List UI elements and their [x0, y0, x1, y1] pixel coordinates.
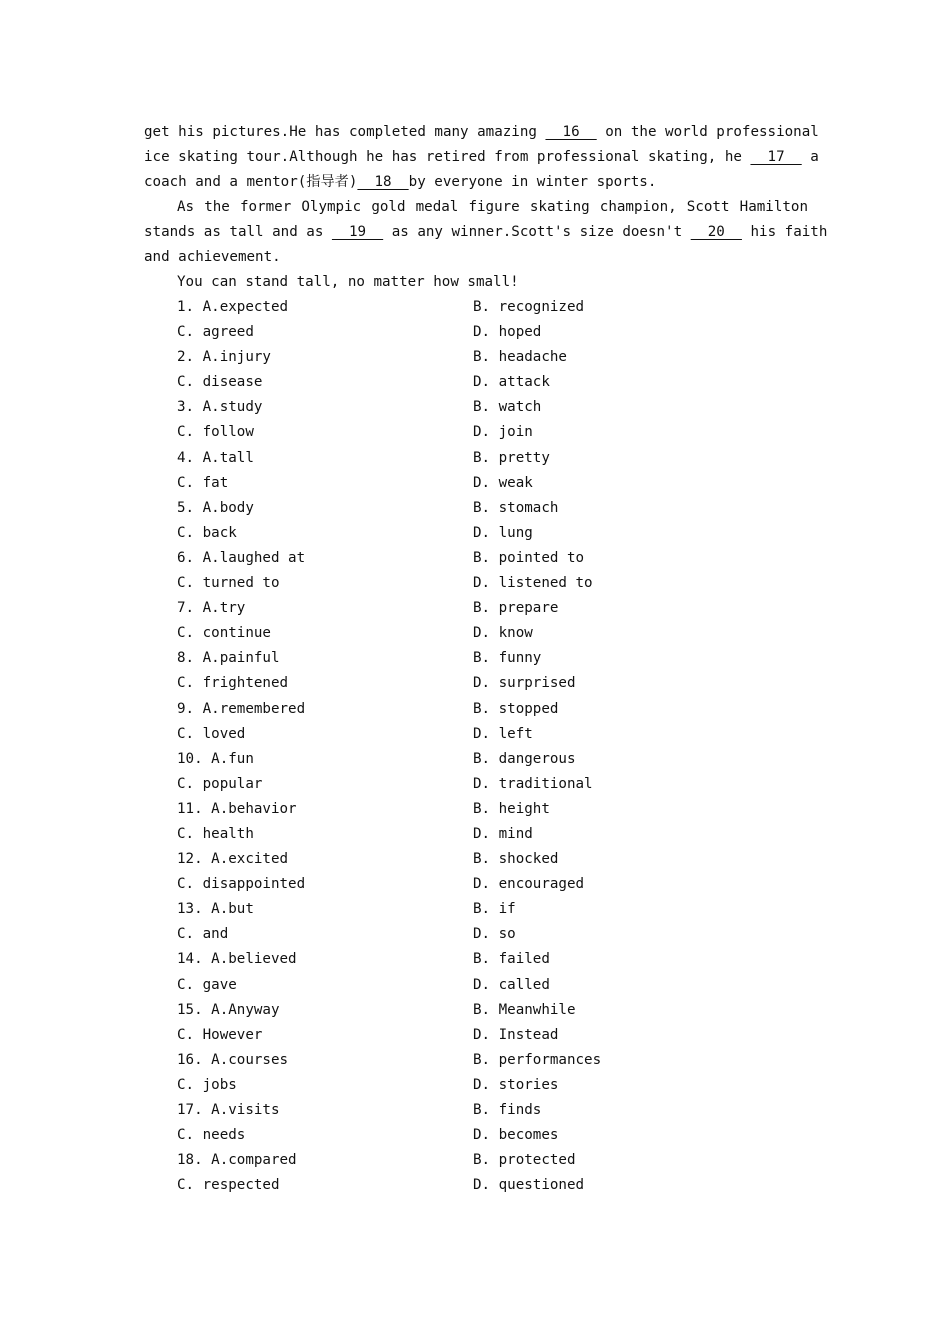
option-right: D. lung: [473, 524, 533, 541]
option-right: B. prepare: [473, 600, 559, 617]
option-left: C. agreed: [177, 324, 254, 341]
option-row: [144, 521, 808, 546]
passage-text: ice skating tour.Although he has retired from professional skating, he: [144, 149, 742, 165]
option-row: [144, 747, 808, 772]
option-left: 11. A.behavior: [177, 800, 297, 817]
option-row: [144, 295, 808, 320]
passage-text: As the former Olympic gold medal figure skating champion, Scott Hamilton: [177, 199, 808, 215]
option-left: 8. A.painful: [177, 650, 280, 667]
option-left: C. loved: [177, 725, 246, 742]
option-row: [144, 1173, 808, 1198]
option-row: [144, 320, 808, 345]
option-row: [144, 646, 808, 671]
option-right: B. headache: [473, 349, 567, 366]
blank-17: 17: [750, 149, 802, 165]
passage-text: by everyone in winter sports.: [408, 174, 657, 190]
option-right: D. listened to: [473, 575, 593, 592]
option-right: D. hoped: [473, 324, 542, 341]
option-left: 6. A.laughed at: [177, 549, 306, 566]
option-left: C. gave: [177, 976, 237, 993]
option-left: C. popular: [177, 775, 263, 792]
option-right: D. join: [473, 424, 533, 441]
option-right: B. if: [473, 901, 516, 918]
option-left: 1. A.expected: [177, 299, 289, 315]
option-left: C. back: [177, 524, 237, 541]
option-row: [144, 621, 808, 646]
option-row: [144, 797, 808, 822]
option-left: 4. A.tall: [177, 449, 254, 466]
option-left: 14. A.believed: [177, 951, 297, 968]
passage-text: a: [810, 149, 819, 165]
option-left: C. continue: [177, 625, 271, 642]
option-right: D. Instead: [473, 1026, 559, 1043]
option-row: [144, 847, 808, 872]
option-right: D. so: [473, 926, 516, 943]
option-right: B. failed: [473, 951, 550, 968]
option-left: 12. A.excited: [177, 851, 289, 868]
passage-line: [144, 220, 828, 245]
option-row: [144, 872, 808, 897]
option-right: D. surprised: [473, 675, 576, 692]
option-left: C. jobs: [177, 1076, 237, 1093]
option-left: C. disease: [177, 374, 263, 391]
blank-18: 18: [357, 174, 409, 190]
passage-text: coach and a mentor(指导者): [144, 174, 358, 190]
option-right: B. recognized: [473, 299, 585, 315]
option-row: [144, 697, 808, 722]
option-row: [144, 546, 808, 571]
option-right: B. height: [473, 800, 550, 817]
option-right: B. watch: [473, 399, 542, 416]
blank-20: 20: [690, 224, 742, 240]
option-row: [144, 897, 808, 922]
option-row: [144, 345, 808, 370]
option-left: C. health: [177, 825, 254, 842]
passage-line: [144, 245, 808, 270]
option-right: B. shocked: [473, 851, 559, 868]
option-left: C. However: [177, 1026, 263, 1043]
option-row: [144, 722, 808, 747]
option-row: [144, 596, 808, 621]
option-right: B. pretty: [473, 449, 550, 466]
option-row: [144, 922, 808, 947]
option-right: D. weak: [473, 474, 533, 491]
option-right: B. stopped: [473, 700, 559, 717]
option-row: [144, 420, 808, 445]
option-left: 16. A.courses: [177, 1051, 289, 1068]
option-right: B. funny: [473, 650, 542, 667]
option-row: [144, 772, 808, 797]
option-right: D. stories: [473, 1076, 559, 1093]
option-left: 3. A.study: [177, 399, 263, 416]
option-right: D. called: [473, 976, 550, 993]
option-left: C. frightened: [177, 675, 289, 692]
option-left: 10. A.fun: [177, 750, 254, 767]
option-row: [144, 947, 808, 972]
passage: [144, 120, 828, 295]
option-row: [144, 446, 808, 471]
option-right: B. Meanwhile: [473, 1001, 576, 1018]
option-left: 7. A.try: [177, 600, 246, 617]
option-right: D. know: [473, 625, 533, 642]
passage-line: [144, 120, 819, 145]
option-left: 18. A.compared: [177, 1152, 297, 1169]
document-page: [144, 120, 828, 1198]
option-left: 15. A.Anyway: [177, 1001, 280, 1018]
option-row: [144, 571, 808, 596]
option-row: [144, 998, 808, 1023]
option-row: [144, 395, 808, 420]
passage-line: [144, 270, 808, 295]
passage-text: get his pictures.He has completed many amazing: [144, 124, 537, 140]
option-left: 13. A.but: [177, 901, 254, 918]
passage-line: [144, 195, 808, 220]
option-right: D. encouraged: [473, 876, 585, 893]
option-row: [144, 496, 808, 521]
option-row: [144, 1023, 808, 1048]
passage-text: on the world professional: [605, 124, 819, 140]
option-right: B. performances: [473, 1051, 602, 1068]
passage-text: You can stand tall, no matter how small!: [177, 274, 519, 290]
option-right: B. pointed to: [473, 549, 585, 566]
option-right: D. becomes: [473, 1127, 559, 1144]
option-left: 5. A.body: [177, 499, 254, 516]
option-right: D. left: [473, 725, 533, 742]
option-row: [144, 671, 808, 696]
passage-text: stands as tall and as: [144, 224, 324, 240]
passage-text: and achievement.: [144, 249, 281, 265]
option-row: [144, 1148, 808, 1173]
blank-19: 19: [331, 224, 384, 240]
option-left: C. respected: [177, 1177, 280, 1194]
option-row: [144, 1098, 808, 1123]
option-right: D. attack: [473, 374, 550, 391]
passage-text: his faith: [750, 224, 828, 240]
option-right: B. finds: [473, 1102, 542, 1118]
option-right: B. dangerous: [473, 750, 576, 767]
option-row: [144, 1073, 808, 1098]
option-row: [144, 1123, 808, 1148]
passage-line: [144, 170, 808, 195]
blank-16: 16: [545, 124, 597, 140]
option-right: D. questioned: [473, 1177, 585, 1194]
option-left: 17. A.visits: [177, 1102, 280, 1118]
option-left: C. needs: [177, 1127, 246, 1144]
option-left: C. fat: [177, 474, 229, 491]
option-right: B. stomach: [473, 499, 559, 516]
option-right: B. protected: [473, 1152, 576, 1169]
option-right: D. traditional: [473, 775, 593, 792]
option-right: D. mind: [473, 825, 533, 842]
option-left: C. follow: [177, 424, 254, 441]
option-row: [144, 822, 808, 847]
option-left: C. and: [177, 926, 229, 943]
option-left: C. disappointed: [177, 876, 306, 893]
option-row: [144, 370, 808, 395]
option-row: [144, 1048, 808, 1073]
passage-text: as any winner.Scott's size doesn't: [391, 224, 683, 240]
option-row: [144, 471, 808, 496]
passage-line: [144, 145, 819, 170]
option-left: 2. A.injury: [177, 349, 271, 366]
options-list: [144, 295, 808, 1198]
option-left: C. turned to: [177, 575, 280, 592]
option-left: 9. A.remembered: [177, 700, 306, 717]
option-row: [144, 973, 808, 998]
